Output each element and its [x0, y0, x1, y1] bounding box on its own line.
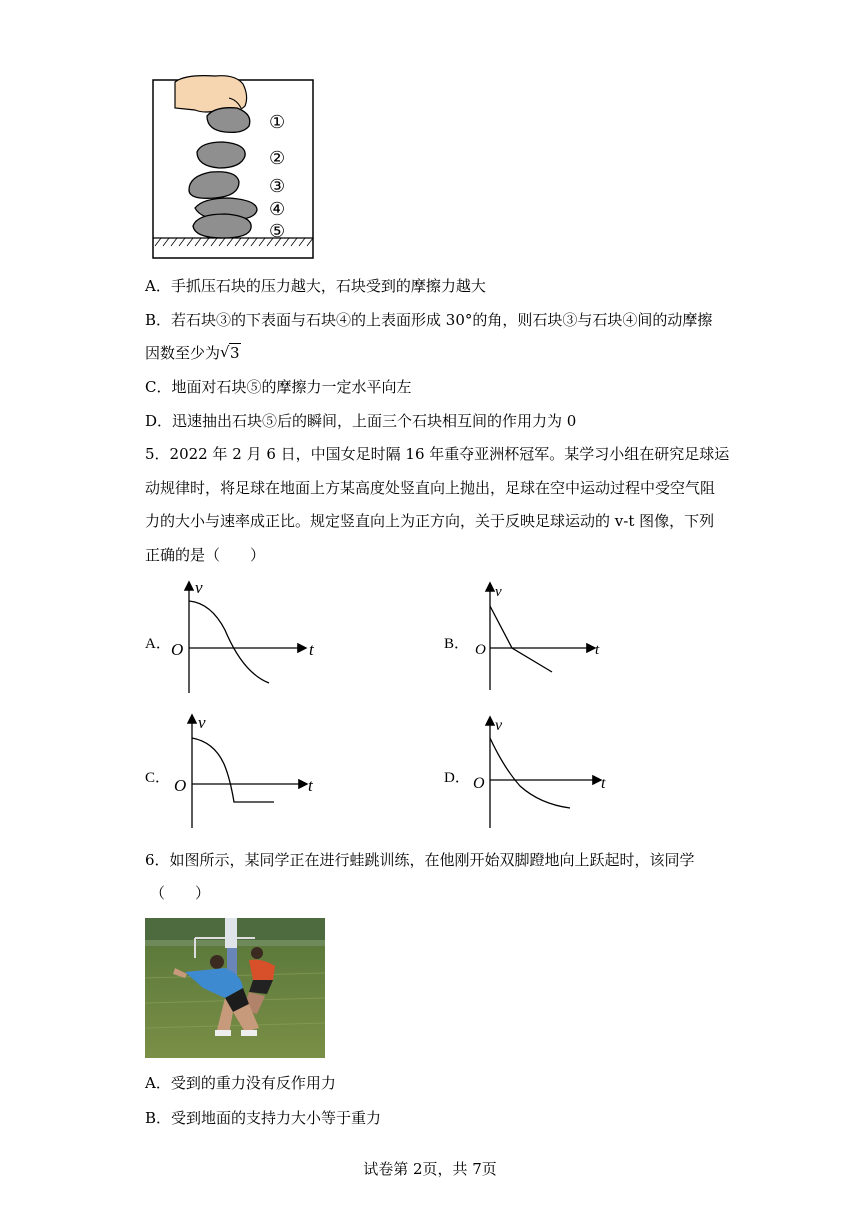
q6-option-a: A．受到的重力没有反作用力: [145, 1074, 336, 1092]
q5-option-a-label: A．: [145, 636, 171, 652]
q5-option-b-graph: [470, 580, 610, 695]
q5-line-4: 正确的是（ ）: [145, 546, 266, 564]
stone-3: [189, 172, 239, 199]
q5-option-c-label: C．: [145, 770, 171, 786]
q4-option-b-line1: B．若石块③的下表面与石块④的上表面形成 30°的角，则石块③与石块④间的动摩擦: [145, 311, 713, 329]
stacked-stones-figure: [145, 70, 320, 265]
q6-option-b: B．受到地面的支持力大小等于重力: [145, 1109, 382, 1127]
svg-text:v: v: [198, 713, 206, 732]
stone-2: [197, 142, 245, 168]
q4-option-a: A．手抓压石块的压力越大，石块受到的摩擦力越大: [145, 277, 486, 295]
q4-option-b-line2: 因数至少为√ 3: [145, 343, 241, 363]
stone-5: [193, 214, 251, 238]
q4-option-c: C．地面对石块⑤的摩擦力一定水平向左: [145, 378, 412, 396]
vt-curve-d: [490, 738, 570, 808]
q5-line-3: 力的大小与速率成正比。规定竖直向上为正方向，关于反映足球运动的 v-t 图像，下列: [145, 512, 715, 530]
svg-text:t: t: [601, 775, 606, 792]
svg-text:O: O: [171, 640, 184, 659]
q5-option-d-label: D．: [444, 770, 470, 786]
svg-text:t: t: [595, 642, 600, 658]
q4-option-d: D．迅速抽出石块⑤后的瞬间，上面三个石块相互间的作用力为 0: [145, 412, 577, 430]
sqrt-symbol: √ 3: [220, 343, 241, 363]
ground-hatching: [155, 238, 313, 246]
q6-line-2: （ ）: [150, 884, 211, 902]
stone-label-3: ③: [269, 176, 286, 197]
q5-option-d-graph: [470, 712, 615, 832]
svg-text:v: v: [195, 578, 203, 597]
stone-label-5: ⑤: [269, 221, 286, 242]
svg-text:O: O: [174, 776, 187, 795]
q5-option-b-label: B．: [444, 636, 470, 652]
q5-line-1: 5．2022 年 2 月 6 日，中国女足时隔 16 年重夺亚洲杯冠军。某学习小组在研究足球运: [145, 445, 730, 463]
svg-text:v: v: [495, 717, 503, 734]
q5-option-a-graph: [165, 575, 325, 700]
svg-text:v: v: [495, 584, 502, 600]
vt-curve-a: [189, 601, 269, 683]
vt-curve-b: [490, 606, 552, 672]
q5-option-c-graph: [170, 710, 325, 835]
hand-icon: [175, 76, 247, 112]
page-footer: 试卷第 2页，共 7页: [363, 1160, 497, 1178]
svg-text:O: O: [475, 642, 486, 658]
q5-line-2: 动规律时，将足球在地面上方某高度处竖直向上抛出，足球在空中运动过程中受空气阻: [145, 479, 716, 497]
q6-line-1: 6．如图所示，某同学正在进行蛙跳训练，在他刚开始双脚蹬地向上跃起时，该同学: [145, 851, 695, 869]
svg-text:t: t: [308, 776, 313, 795]
svg-text:t: t: [309, 640, 314, 659]
vt-curve-c: [192, 738, 274, 802]
stone-label-2: ②: [269, 148, 286, 169]
svg-text:O: O: [473, 775, 485, 792]
stone-label-1: ①: [269, 112, 286, 133]
stone-label-4: ④: [269, 199, 286, 220]
frog-jump-photo: [145, 918, 325, 1058]
stone-1: [207, 108, 250, 133]
